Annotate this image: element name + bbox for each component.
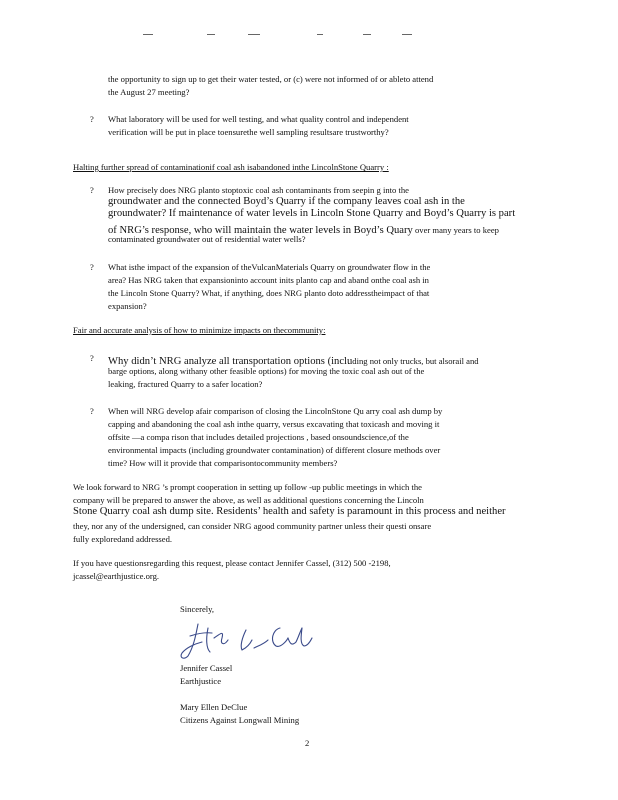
sincerely: Sincerely, [180, 604, 215, 614]
contact-para-line: If you have questionsregarding this request, please contact Jennifer Cassel, (312) 500 -2198, [73, 558, 391, 568]
bullet-marker: ? [90, 114, 94, 124]
bullet-vulcan-line: area? Has NRG taken that expansioninto account inits planto cap and aband onthe coal ash in [108, 275, 429, 285]
bullet-transport-text-large: Why didn’t NRG analyze all transportation options (inclu [108, 356, 353, 367]
bullet-vulcan-line: What isthe impact of the expansion of theVulcanMaterials Quarry on groundwater flow in the [108, 262, 431, 272]
bullet-prevent-line: How precisely does NRG planto stoptoxic coal ash contaminants from seepin g into the [108, 185, 409, 195]
signer-organization: Earthjustice [180, 676, 222, 686]
bullet-compare-line: environmental impacts (including groundwater contamination) of different closure methods over [108, 445, 441, 455]
bullet-compare-line: offsite —a compa rison that includes detailed projections , based onsoundscience,of the [108, 432, 409, 442]
bullet-prevent-text-small: over many years to keep [412, 225, 499, 235]
signer-name: Mary Ellen DeClue [180, 702, 248, 712]
continued-bullet-line: the opportunity to sign up to get their water tested, or (c) were not informed of or ableto attend [108, 74, 434, 84]
closing-para-line: company will be prepared to answer the above, as well as additional questions concerning the Lincoln [73, 495, 424, 505]
bullet-compare-line: capping and abandoning the coal ash inthe quarry, versus excavating that toxicash and moving it [108, 419, 440, 429]
continued-bullet-line: the August 27 meeting? [108, 87, 190, 97]
signature-image [176, 618, 316, 662]
bullet-marker: ? [90, 353, 94, 363]
header-mark [143, 34, 153, 35]
bullet-transport-line: barge options, along withany other feasible options) for moving the toxic coal ash out of the [108, 366, 425, 376]
section-heading-fair: Fair and accurate analysis of how to minimize impacts on thecommunity: [73, 325, 326, 335]
bullet-prevent-text-large: of NRG’s response, who will maintain the water levels in Boyd’s Quary [108, 225, 413, 236]
bullet-prevent-line: groundwater? If maintenance of water levels in Lincoln Stone Quarry and Boyd’s Quarry is part [108, 208, 516, 219]
contact-email: jcassel@earthjustice.org. [73, 571, 160, 581]
closing-para-line: Stone Quarry coal ash dump site. Residents’ health and safety is paramount in this process and neither [73, 506, 506, 517]
bullet-lab-line: verification will be put in place toensurethe well sampling resultsare trustworthy? [108, 127, 389, 137]
header-mark [402, 34, 412, 35]
bullet-lab-line: What laboratory will be used for well testing, and what quality control and independent [108, 114, 409, 124]
closing-para-line: We look forward to NRG ’s prompt cooperation in setting up follow -up public meetings in which the [73, 482, 422, 492]
bullet-vulcan-line: expansion? [108, 301, 147, 311]
header-mark [248, 34, 260, 35]
closing-para-line: they, nor any of the undersigned, can consider NRG agood community partner unless their questi onsare [73, 521, 432, 531]
section-heading-halting: Halting further spread of contaminationif coal ash isabandoned inthe LincolnStone Quarry : [73, 162, 389, 172]
bullet-vulcan-line: the Lincoln Stone Quarry? What, if anything, does NRG planto doto addresstheimpact of that [108, 288, 430, 298]
signer-name: Jennifer Cassel [180, 663, 233, 673]
bullet-compare-line: time? How will it provide that comparisontocommunity members? [108, 458, 338, 468]
header-mark [207, 34, 215, 35]
bullet-transport-text-small: ding not only trucks, but alsorail and [352, 356, 479, 366]
bullet-marker: ? [90, 185, 94, 195]
bullet-transport-line: leaking, fractured Quarry to a safer location? [108, 379, 263, 389]
header-mark [363, 34, 371, 35]
page-number: 2 [305, 738, 310, 748]
bullet-marker: ? [90, 262, 94, 272]
bullet-prevent-line: contaminated groundwater out of residential water wells? [108, 234, 306, 244]
bullet-compare-line: When will NRG develop afair comparison of closing the LincolnStone Qu arry coal ash dump by [108, 406, 443, 416]
bullet-marker: ? [90, 406, 94, 416]
header-mark [317, 34, 323, 35]
signer-organization: Citizens Against Longwall Mining [180, 715, 300, 725]
bullet-prevent-line: groundwater and the connected Boyd’s Quarry if the company leaves coal ash in the [108, 196, 465, 207]
closing-para-line: fully exploredand addressed. [73, 534, 173, 544]
